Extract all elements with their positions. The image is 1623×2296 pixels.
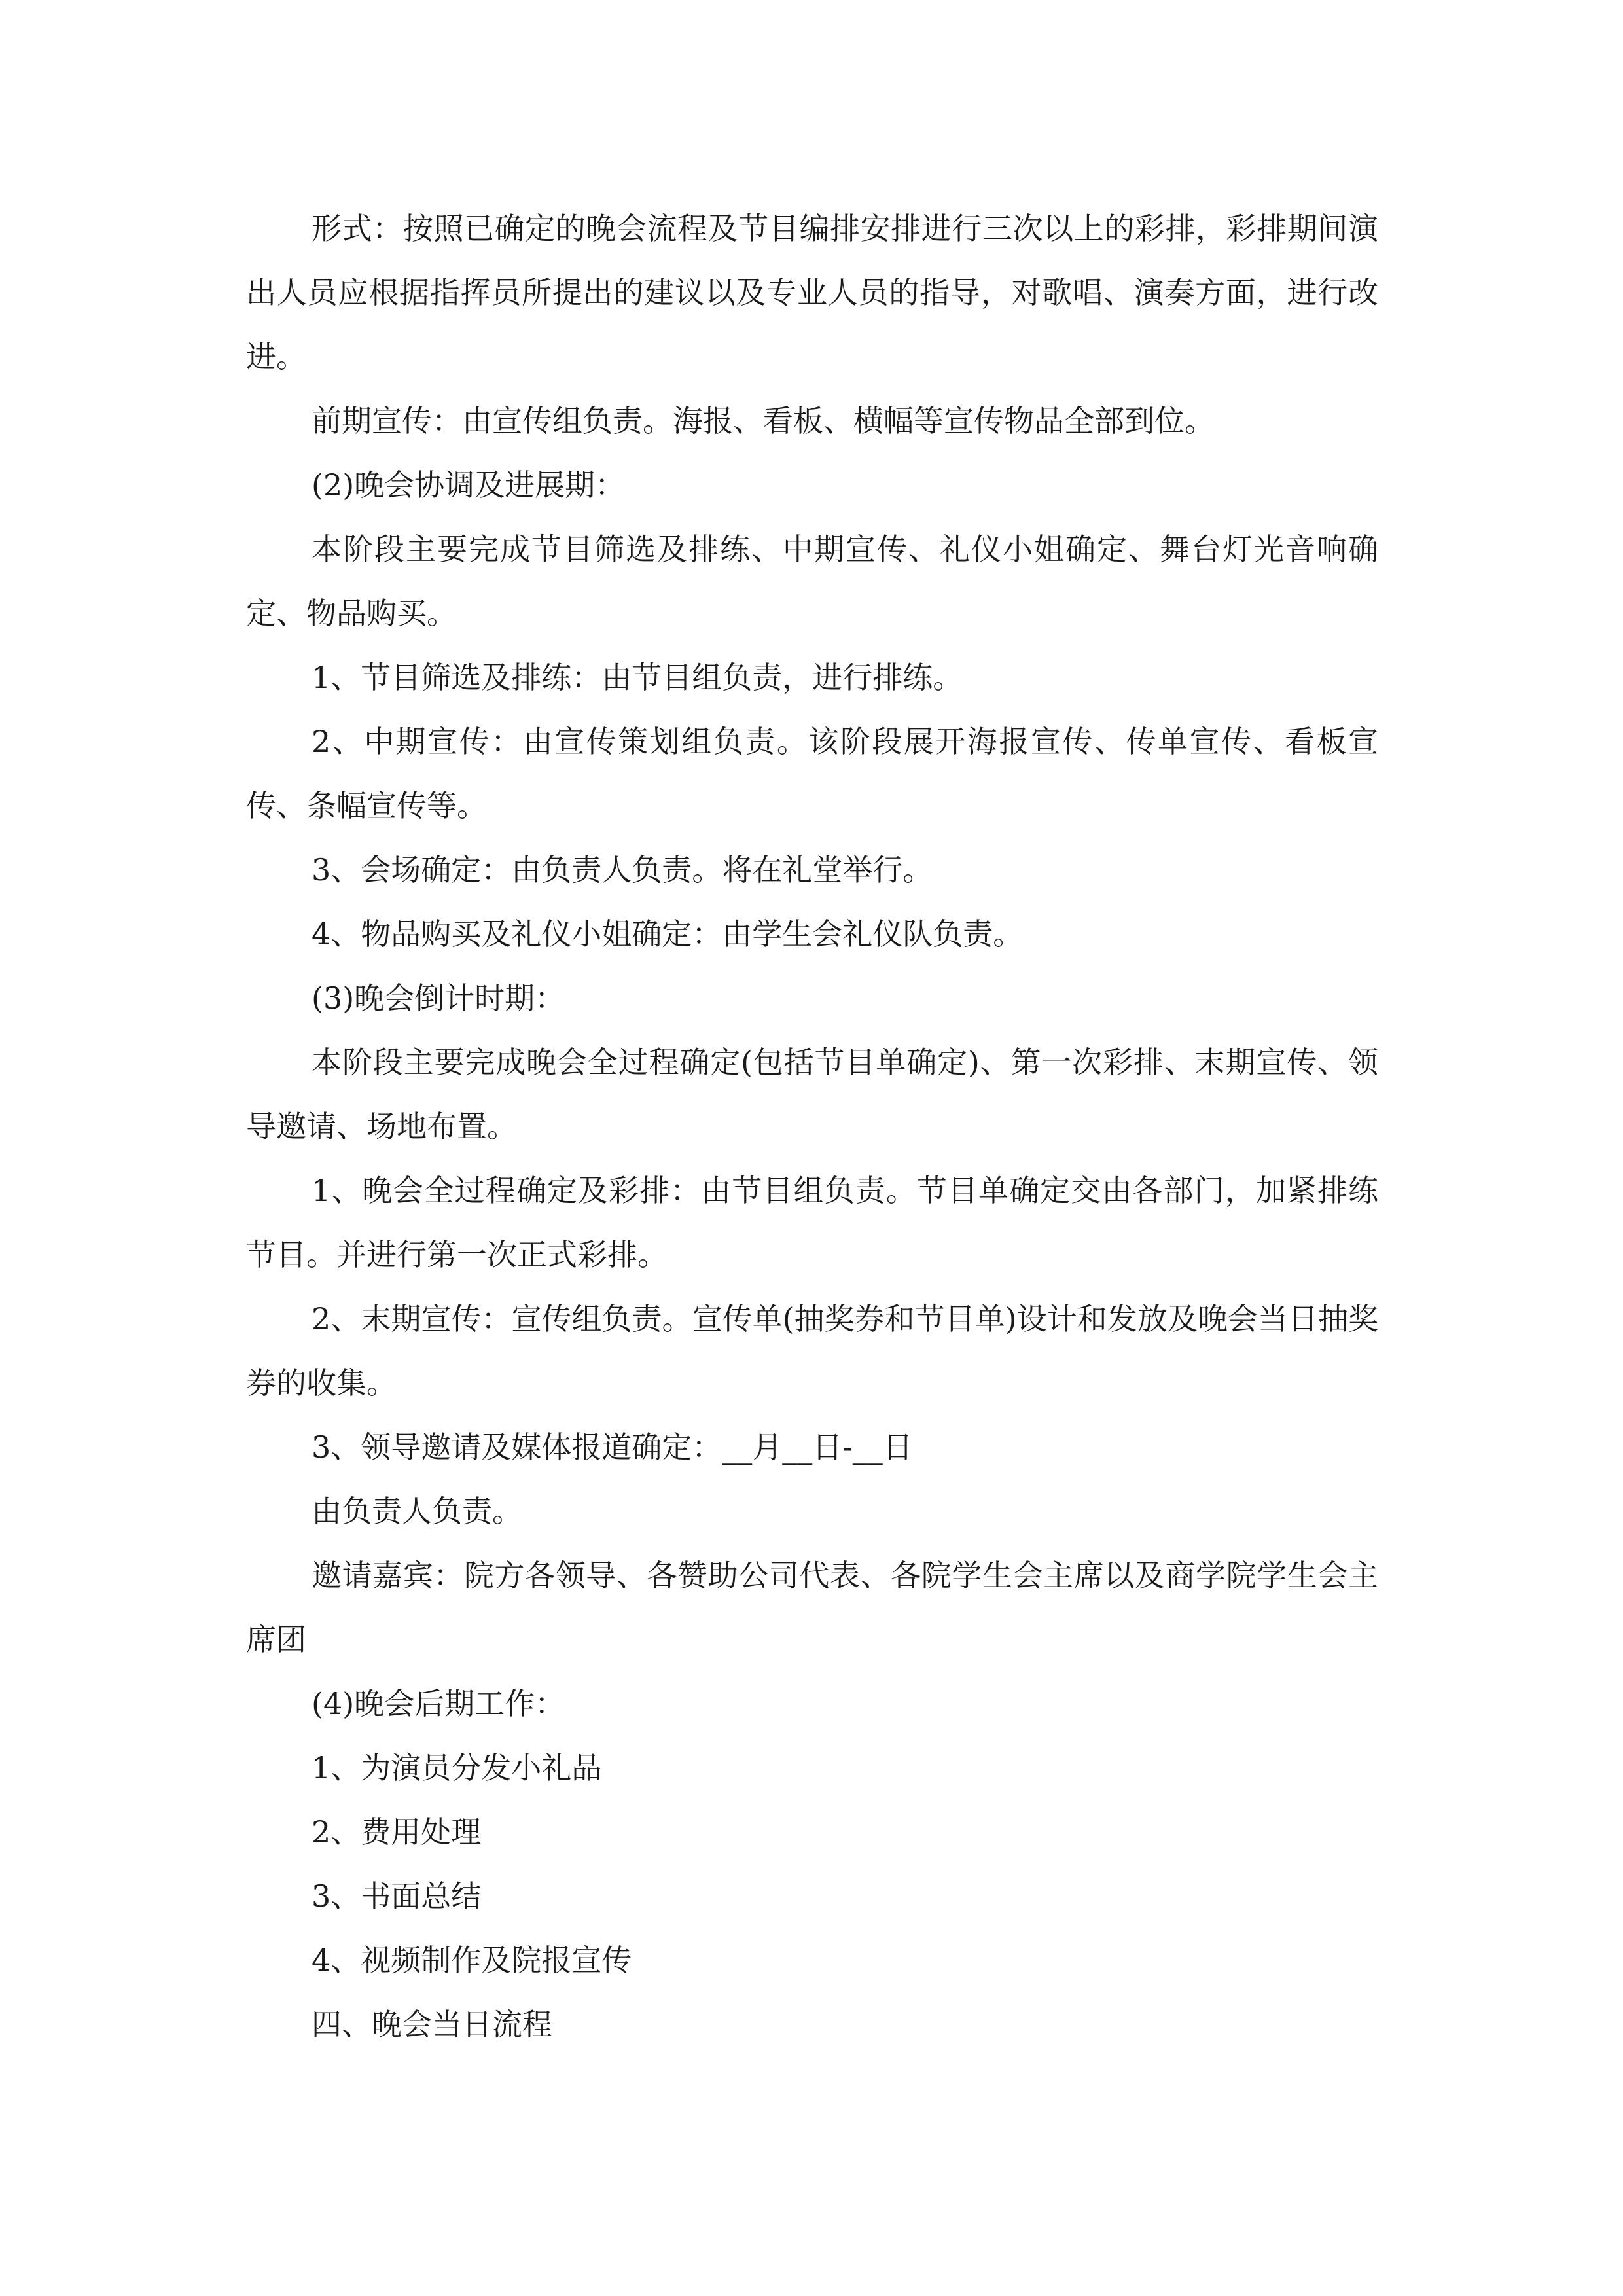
paragraph-countdown-summary: 本阶段主要完成晚会全过程确定(包括节目单确定)、第一次彩排、末期宣传、领导邀请、场地布置。 — [246, 1045, 1378, 1144]
list-item-venue: 3、会场确定：由负责人负责。将在礼堂举行。 — [312, 852, 933, 888]
list-item-full-process: 1、晚会全过程确定及彩排：由节目组负责。节目单确定交由各部门，加紧排练节目。并进行第一次正式彩排。 — [246, 1173, 1378, 1272]
list-item-final-promotion: 2、末期宣传：宣传组负责。宣传单(抽奖券和节目单)设计和发放及晚会当日抽奖券的收集。 — [246, 1301, 1378, 1401]
heading-post-phase: (4)晚会后期工作： — [312, 1686, 565, 1721]
paragraph-coordination-summary: 本阶段主要完成节目筛选及排练、中期宣传、礼仪小姐确定、舞台灯光音响确定、物品购买。 — [246, 531, 1378, 631]
paragraph-rehearsal-format: 形式：按照已确定的晚会流程及节目编排安排进行三次以上的彩排，彩排期间演出人员应根据指挥员所提出的建议以及专业人员的指导，对歌唱、演奏方面，进行改进。 — [246, 211, 1378, 374]
heading-day-flow: 四、晚会当日流程 — [312, 2007, 552, 2042]
document-body — [246, 196, 1378, 2056]
heading-countdown-phase: (3)晚会倒计时期： — [312, 980, 565, 1016]
list-item-purchase-etiquette: 4、物品购买及礼仪小姐确定：由学生会礼仪队负责。 — [312, 916, 1024, 952]
paragraph-responsible: 由负责人负责。 — [312, 1494, 522, 1529]
list-item-video: 4、视频制作及院报宣传 — [312, 1943, 632, 1978]
list-item-mid-promotion: 2、中期宣传：由宣传策划组负责。该阶段展开海报宣传、传单宣传、看板宣传、条幅宣传等。 — [246, 724, 1378, 823]
paragraph-early-promotion: 前期宣传：由宣传组负责。海报、看板、横幅等宣传物品全部到位。 — [312, 403, 1215, 439]
heading-coordination-phase: (2)晚会协调及进展期： — [312, 467, 626, 503]
paragraph-guests: 邀请嘉宾：院方各领导、各赞助公司代表、各院学生会主席以及商学院学生会主席团 — [246, 1558, 1378, 1657]
list-item-summary: 3、书面总结 — [312, 1878, 482, 1914]
list-item-program-selection: 1、节目筛选及排练：由节目组负责，进行排练。 — [312, 660, 963, 695]
list-item-expenses: 2、费用处理 — [312, 1814, 482, 1850]
list-item-invitations: 3、领导邀请及媒体报道确定：__月__日-__日 — [312, 1429, 913, 1465]
list-item-gifts: 1、为演员分发小礼品 — [312, 1750, 602, 1785]
